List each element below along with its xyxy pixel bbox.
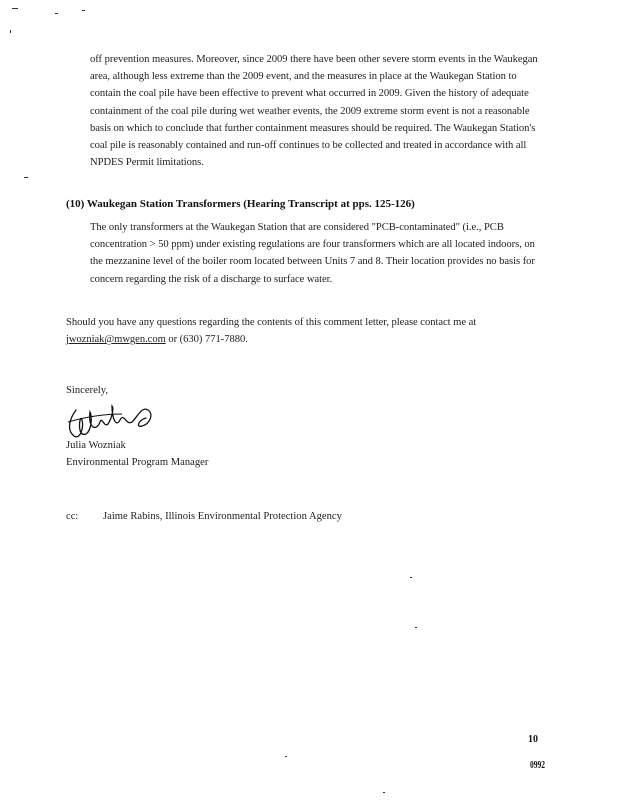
scan-speck — [383, 792, 385, 793]
bates-stamp: 0992 — [530, 760, 545, 771]
contact-paragraph — [66, 314, 538, 348]
scan-speck — [55, 13, 58, 14]
cc-recipient: Jaime Rabins, Illinois Environmental Protection Agency — [103, 511, 342, 522]
salutation: Sincerely, — [66, 385, 108, 396]
cc-label: cc: — [66, 511, 79, 522]
scan-speck — [82, 10, 85, 11]
scan-speck — [24, 177, 28, 178]
scan-speck — [415, 627, 417, 628]
contact-phone-text: or (630) 771-7880. — [165, 334, 248, 346]
body-paragraph-coal-pile: off prevention measures. Moreover, since 2009 there have been other severe storm events in the Waukegan area, although less extreme than the 2009 event, and the measures in place at the Waukegan Station to contain the coal pile have been effective to prevent what occurred in 2009. Given the history of adequate containment of the coal pile during wet weather events, the 2009 extreme storm event is not a reasonable basis on which to conclude that further containment measures should be required. The Waukegan Station's coal pile is reasonably contained and run-off continues to be collected and treated in accordance with all NPDES Permit limitations. — [90, 54, 538, 169]
scan-speck — [12, 8, 18, 9]
contact-text: Should you have any questions regarding the contents of this comment letter, please contact me at — [66, 317, 477, 328]
page-number: 10 — [528, 734, 538, 745]
email-link[interactable]: jwozniak@mwgen.com — [66, 334, 166, 346]
body-paragraph-transformers: The only transformers at the Waukegan Station that are considered "PCB-contaminated" (i.e., PCB concentration > 50 ppm) under existing regulations are four transformers which are all located indoors, on the mezzanine level of the boiler room located between Units 7 and 8. Their location provides no basis for concern regarding the risk of a discharge to surface water. — [90, 222, 535, 285]
signer-title: Environmental Program Manager — [66, 457, 209, 468]
section-heading-transformers: (10) Waukegan Station Transformers (Hearing Transcript at pps. 125-126) — [66, 198, 415, 210]
signer-name: Julia Wozniak — [66, 440, 126, 451]
scan-speck — [410, 577, 412, 578]
scan-speck — [10, 30, 11, 33]
scan-speck — [285, 756, 287, 757]
